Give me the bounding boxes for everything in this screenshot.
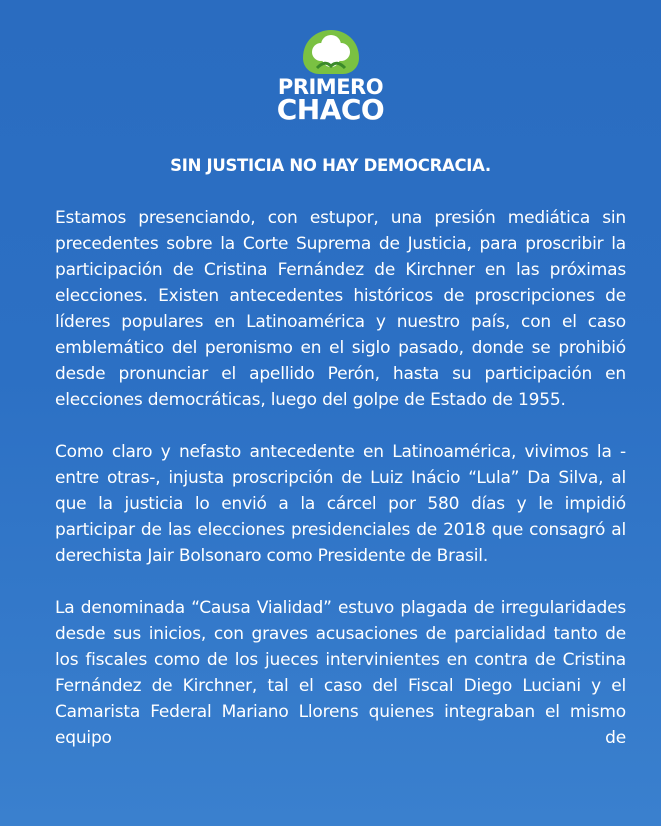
cotton-flower-icon <box>299 28 363 76</box>
brand-line-2: CHACO <box>276 93 385 127</box>
brand-wordmark <box>0 75 661 127</box>
paragraph-3: La denominada “Causa Vialidad” estuvo plagada de irregularidades desde sus inicios, con graves acusaciones de parcialidad tanto de los fiscales como de los jueces intervinientes en contra de Cristina Fernández de Kirchner, tal el caso del Fiscal Diego Luciani y el Camarista Federal Mariano Llorens quienes integraban el mismo equipo de <box>55 598 626 748</box>
statement-body <box>55 205 626 777</box>
paragraph-2: Como claro y nefasto antecedente en Latinoamérica, vivimos la -entre otras-, injusta proscripción de Luiz Inácio “Lula” Da Silva, al que la justicia lo envió a la cárcel por 580 días y le impidió participar de las elecciones presidenciales de 2018 que consagró al derechista Jair Bolsonaro como Presidente de Brasil. <box>55 442 626 566</box>
brand-logo <box>0 28 661 127</box>
paragraph-1: Estamos presenciando, con estupor, una presión mediática sin precedentes sobre la Corte Suprema de Justicia, para proscribir la participación de Cristina Fernández de Kirchner en las próximas elecciones. Existen antecedentes históricos de proscripciones de líderes populares en Latinoamérica y nuestro país, con el caso emblemático del peronismo en el siglo pasado, donde se prohibió desde pronunciar el apellido Perón, hasta su participación en elecciones democráticas, luego del golpe de Estado de 1955. <box>55 208 626 410</box>
brand-line-1: PRIMERO <box>277 75 384 99</box>
headline: SIN JUSTICIA NO HAY DEMOCRACIA. <box>170 156 491 175</box>
